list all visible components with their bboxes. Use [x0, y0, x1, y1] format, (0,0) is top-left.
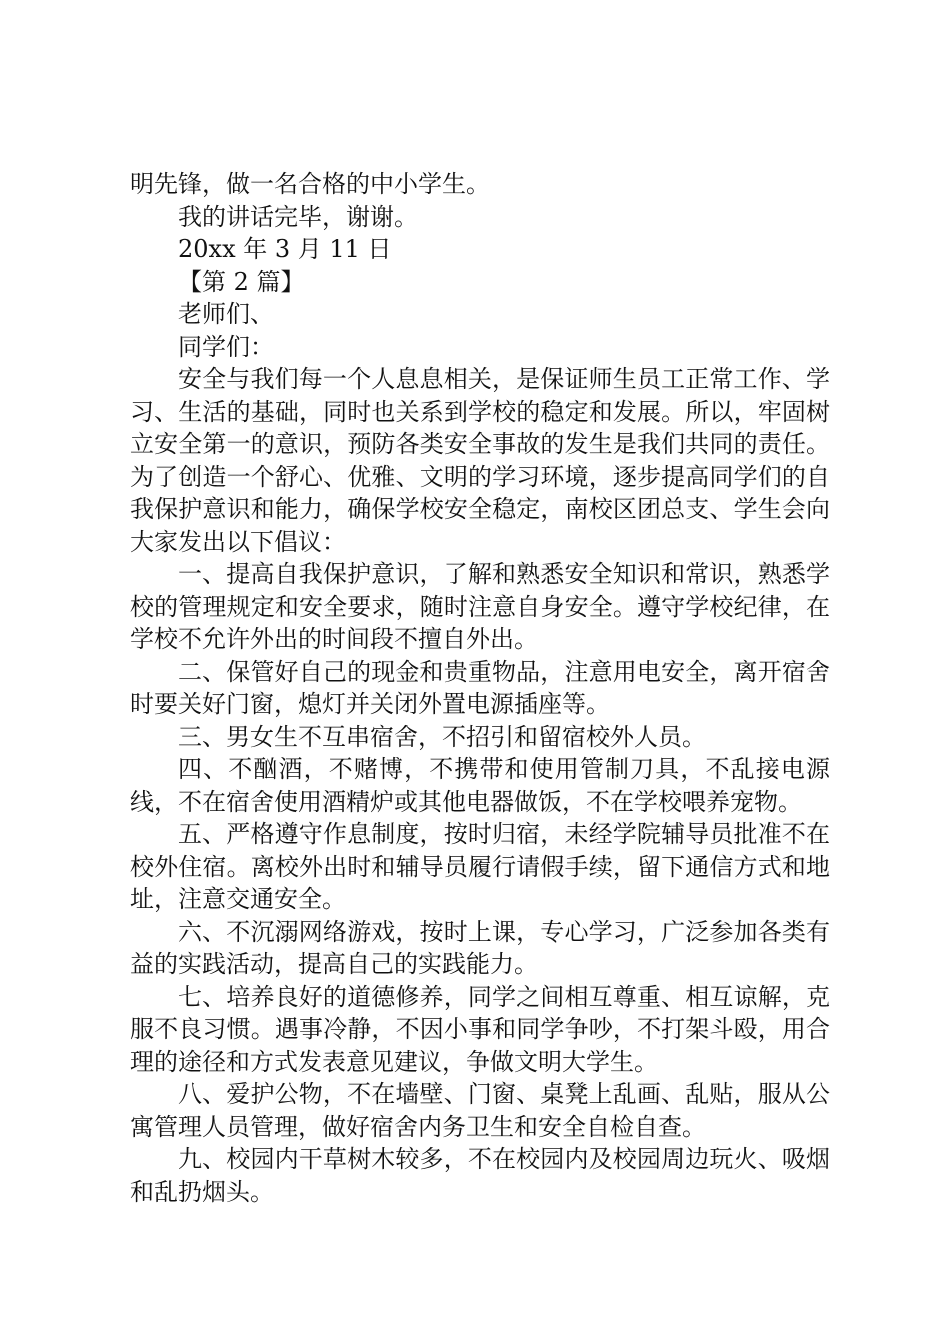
- paragraph-item-7: 七、培养良好的道德修养，同学之间相互尊重、相互谅解，克服不良习惯。遇事冷静，不因小事和同学争吵，不打架斗殴，用合理的途径和方式发表意见建议，争做文明大学生。: [130, 982, 830, 1076]
- section-heading: 【第 2 篇】: [178, 267, 305, 296]
- paragraph-item-2: 二、保管好自己的现金和贵重物品，注意用电安全，离开宿舍时要关好门窗，熄灯并关闭外置电源插座等。: [130, 657, 830, 718]
- paragraph-item-6: 六、不沉溺网络游戏，按时上课，专心学习，广泛参加各类有益的实践活动，提高自己的实践能力。: [130, 917, 830, 978]
- paragraph-item-5: 五、严格遵守作息制度，按时归宿，未经学院辅导员批准不在校外住宿。离校外出时和辅导员履行请假手续，留下通信方式和地址，注意交通安全。: [130, 820, 830, 913]
- continuation-line: 明先锋，做一名合格的中小学生。: [130, 170, 490, 198]
- date-line: 20xx 年 3 月 11 日: [178, 235, 392, 263]
- paragraph-item-4: 四、不酗酒，不赌博，不携带和使用管制刀具，不乱接电源线，不在宿舍使用酒精炉或其他电器做饭，不在学校喂养宠物。: [130, 755, 830, 816]
- greeting-students: 同学们：: [178, 332, 274, 361]
- closing-line: 我的讲话完毕，谢谢。: [178, 202, 418, 231]
- paragraph-item-9: 九、校园内干草树木较多，不在校园内及校园周边玩火、吸烟和乱扔烟头。: [130, 1145, 830, 1206]
- paragraph-intro: 安全与我们每一个人息息相关，是保证师生员工正常工作、学习、生活的基础，同时也关系到学校的稳定和发展。所以，牢固树立安全第一的意识，预防各类安全事故的发生是我们共同的责任。为了创造一个舒心、优雅、文明的学习环境，逐步提高同学们的自我保护意识和能力，确保学校安全稳定，南校区团总支、学生会向大家发出以下倡议：: [130, 365, 830, 556]
- paragraph-item-8: 八、爱护公物，不在墙壁、门窗、桌凳上乱画、乱贴，服从公寓管理人员管理，做好宿舍内务卫生和安全自检自查。: [130, 1080, 830, 1141]
- paragraph-item-3: 三、男女生不互串宿舍，不招引和留宿校外人员。: [178, 722, 706, 751]
- paragraph-item-1: 一、提高自我保护意识，了解和熟悉安全知识和常识，熟悉学校的管理规定和安全要求，随时注意自身安全。遵守学校纪律，在学校不允许外出的时间段不擅自外出。: [130, 560, 830, 653]
- document-page: [130, 168, 830, 1208]
- greeting-teachers: 老师们、: [178, 300, 274, 328]
